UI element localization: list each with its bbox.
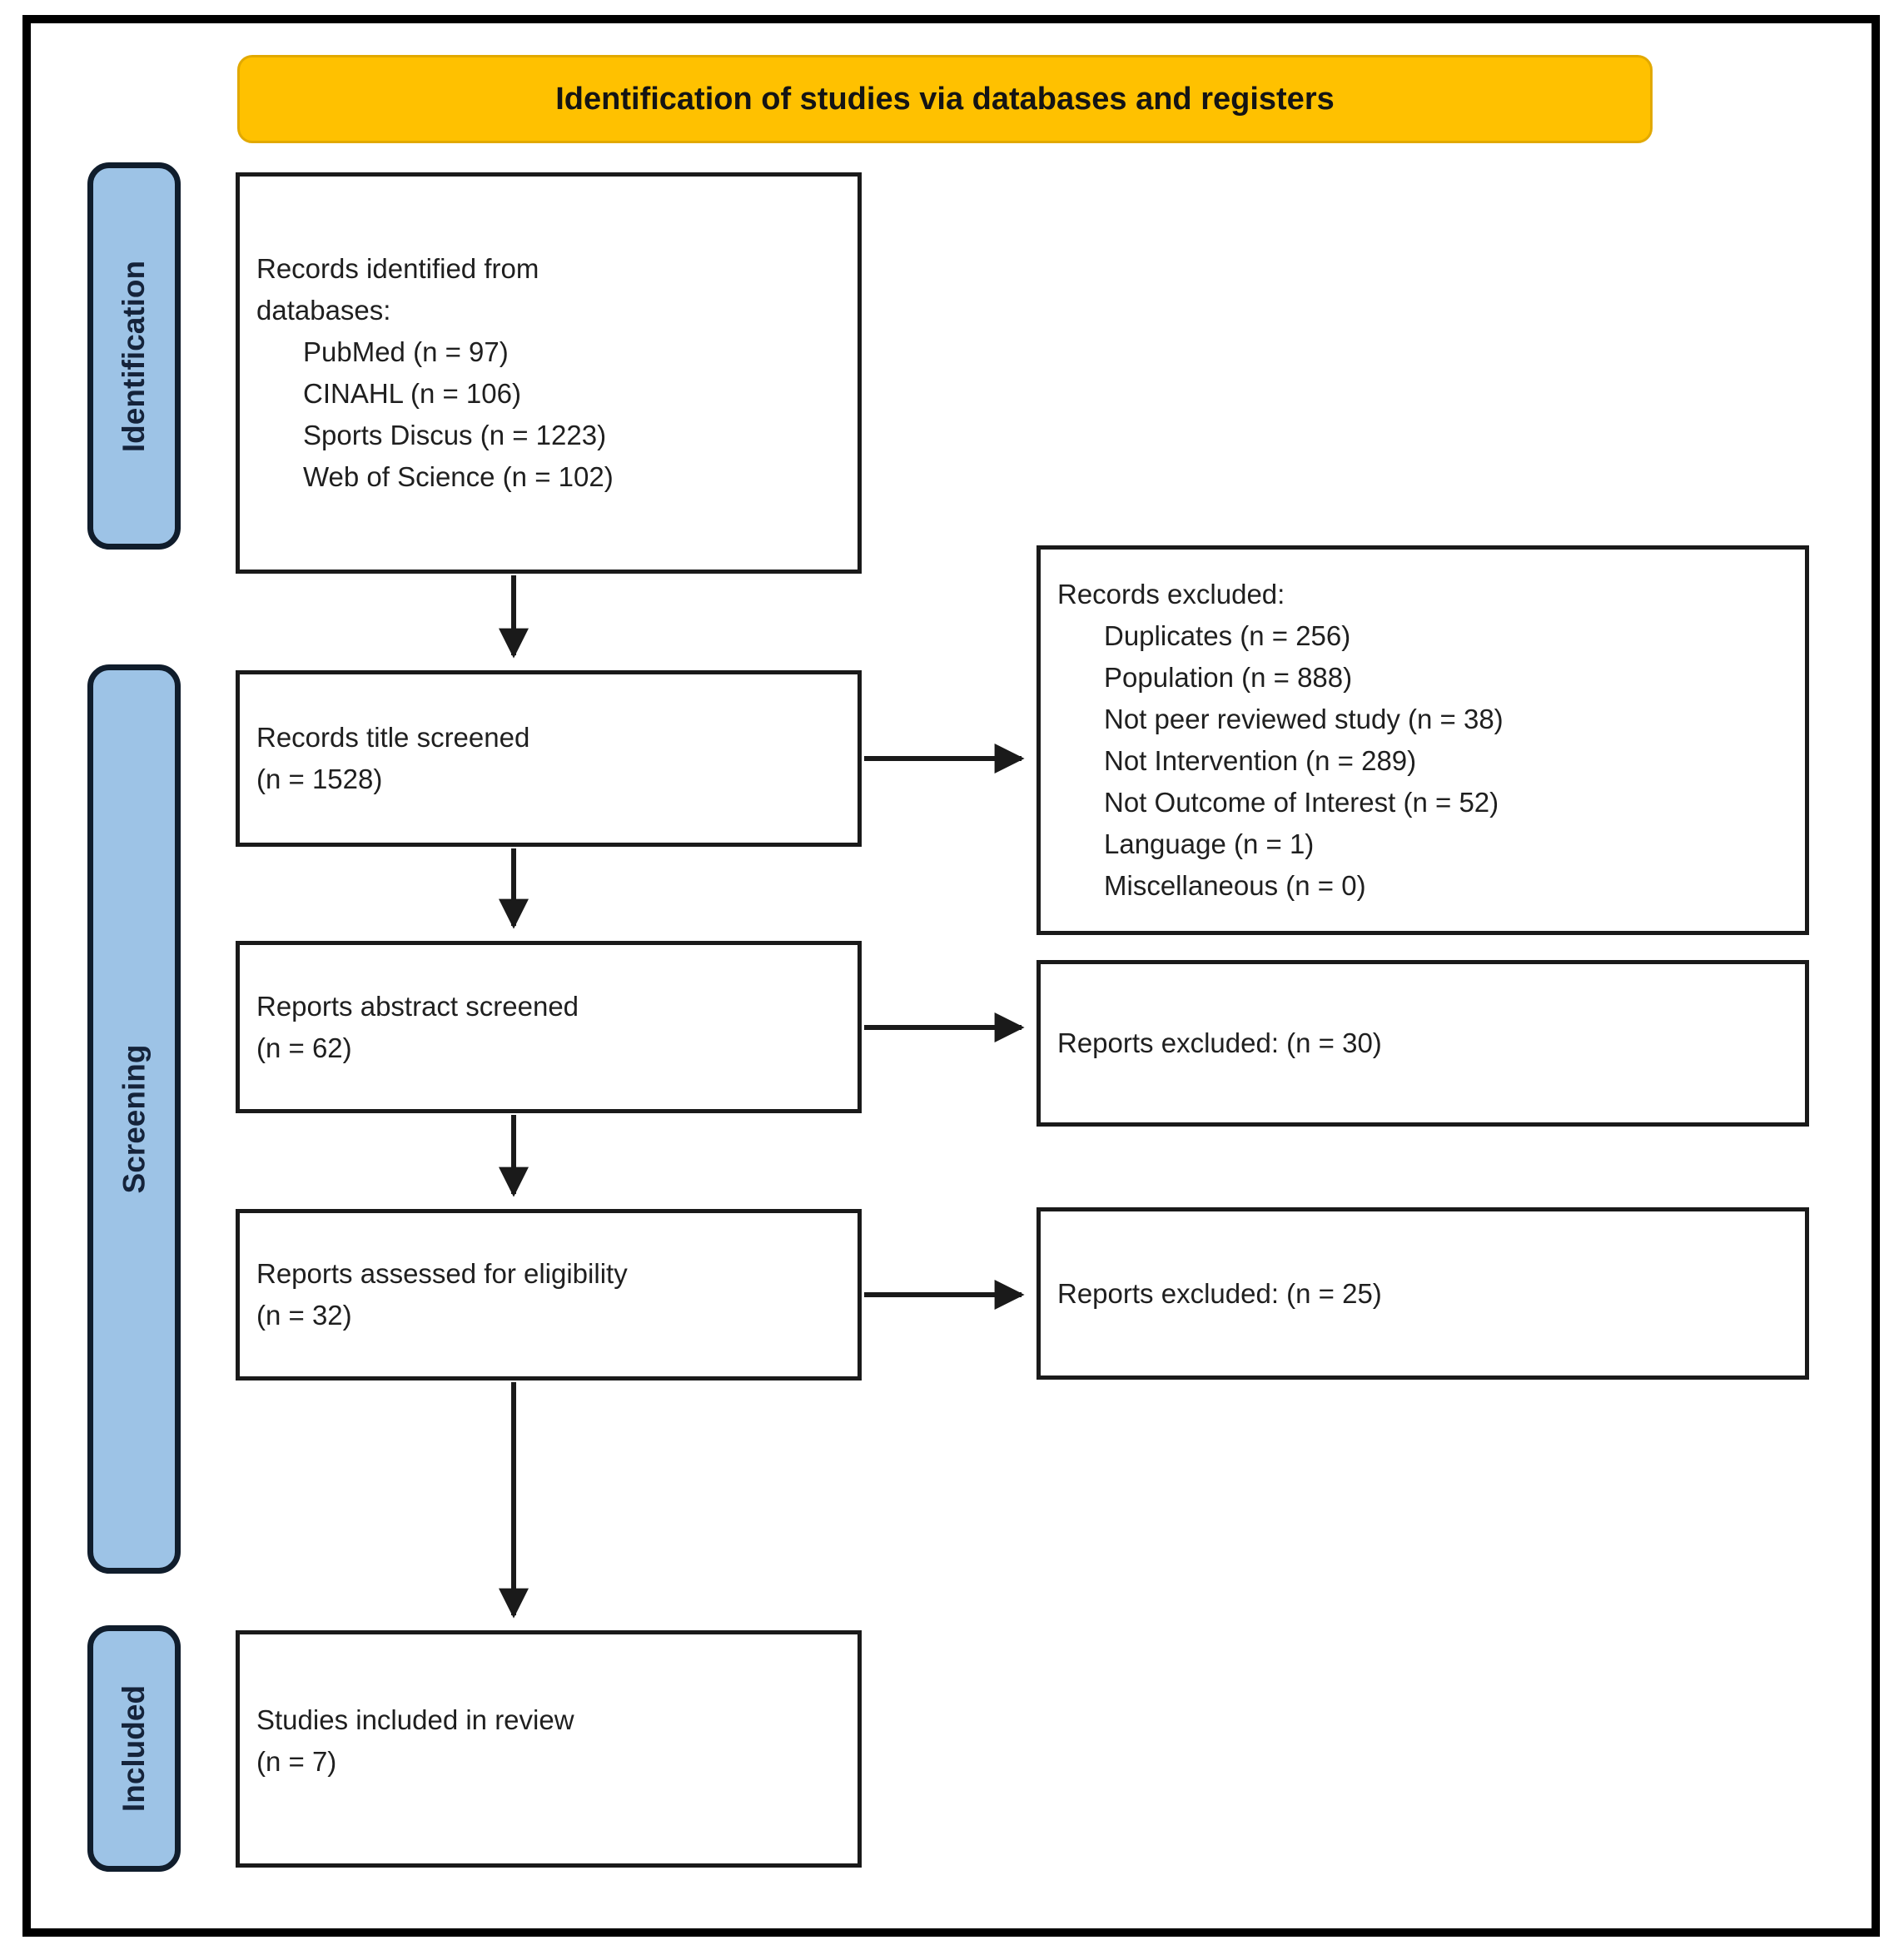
database-count-pubmed: PubMed (n = 97): [303, 336, 509, 367]
box-records-title-screened: [236, 670, 862, 847]
diagram-title-banner: [237, 55, 1653, 143]
eligibility-count: (n = 32): [256, 1300, 352, 1331]
stage-label-identification-text: Identification: [117, 260, 152, 452]
box-records-identified: [236, 172, 862, 574]
box-studies-included: [236, 1630, 862, 1868]
box-reports-excluded-eligibility: [1036, 1207, 1809, 1380]
reports-excluded-abstract-text: Reports excluded: (n = 30): [1057, 1027, 1382, 1058]
database-count-web-of-science: Web of Science (n = 102): [303, 461, 614, 492]
stage-label-screening-text: Screening: [117, 1044, 151, 1194]
records-identified-line1: Records identified from: [256, 253, 539, 284]
stage-label-identification: [87, 162, 181, 550]
title-screened-count: (n = 1528): [256, 764, 383, 794]
excluded-population: Population (n = 888): [1104, 662, 1353, 693]
excluded-miscellaneous: Miscellaneous (n = 0): [1104, 870, 1366, 901]
records-identified-line2: databases:: [256, 295, 391, 326]
excluded-duplicates: Duplicates (n = 256): [1104, 620, 1351, 651]
excluded-not-peer-reviewed: Not peer reviewed study (n = 38): [1104, 704, 1504, 734]
stage-label-included-text: Included: [117, 1684, 151, 1813]
studies-included-count: (n = 7): [256, 1746, 337, 1777]
database-count-cinahl: CINAHL (n = 106): [303, 378, 521, 409]
excluded-not-outcome: Not Outcome of Interest (n = 52): [1104, 787, 1499, 818]
abstract-screened-count: (n = 62): [256, 1032, 352, 1063]
box-reports-excluded-abstract: [1036, 960, 1809, 1127]
studies-included-line1: Studies included in review: [256, 1704, 574, 1735]
eligibility-line1: Reports assessed for eligibility: [256, 1258, 628, 1289]
excluded-not-intervention: Not Intervention (n = 289): [1104, 745, 1417, 776]
diagram-title: Identification of studies via databases and registers: [555, 81, 1335, 117]
abstract-screened-line1: Reports abstract screened: [256, 990, 579, 1022]
stage-label-included: [87, 1625, 181, 1872]
records-excluded-heading: Records excluded:: [1057, 579, 1285, 609]
excluded-language: Language (n = 1): [1104, 828, 1315, 859]
reports-excluded-eligibility-text: Reports excluded: (n = 25): [1057, 1277, 1382, 1309]
box-reports-abstract-screened: [236, 941, 862, 1113]
database-count-sports-discus: Sports Discus (n = 1223): [303, 420, 607, 450]
box-reports-assessed-eligibility: [236, 1209, 862, 1380]
box-records-excluded: [1036, 545, 1809, 935]
title-screened-line1: Records title screened: [256, 722, 530, 753]
stage-label-screening: [87, 664, 181, 1574]
